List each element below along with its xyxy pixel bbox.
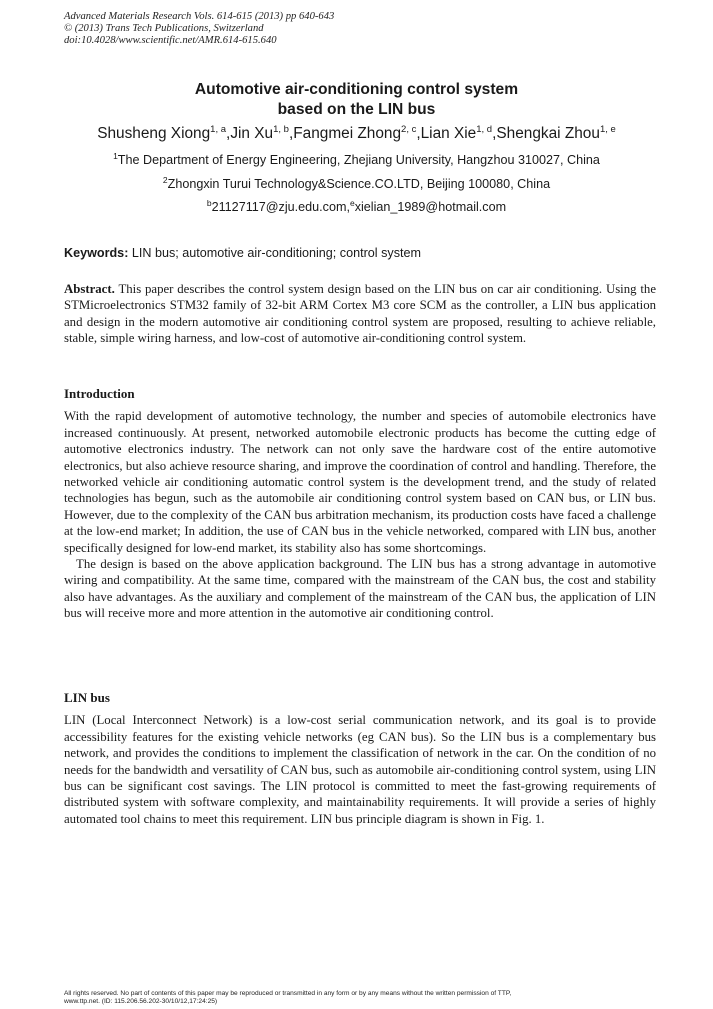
copyright-footer (64, 990, 664, 1006)
author-affiliation-sup: 1, e (599, 124, 616, 135)
affiliation-1 (0, 152, 713, 168)
footer-line-1: All rights reserved. No part of contents of this paper may be reproduced or transmitted in any form or by any means without the written permission of TTP, (64, 990, 512, 997)
title-line-2: based on the LIN bus (277, 100, 436, 118)
author-name: Jin Xu (230, 125, 274, 142)
paragraph: The design is based on the above application background. The LIN bus has a strong advantage in automotive wiring and compatibility. At the same time, compared with the mainstream of the CAN bus, the cost and stability also have advantages. As the auxiliary and complement of the mainstream of the CAN bus, the application of LIN bus will receive more and more attention in the automotive air conditioning control. (64, 557, 656, 621)
affiliation-text: Zhongxin Turui Technology&Science.CO.LTD, Beijing 100080, China (167, 177, 551, 191)
affiliation-sup: 2 (162, 175, 168, 185)
email-address[interactable]: 21127117@zju.edu.com, (211, 200, 350, 214)
abstract-label: Abstract. (64, 282, 115, 296)
keywords-label: Keywords: (64, 246, 129, 260)
doi-line: doi:10.4028/www.scientific.net/AMR.614-615.640 (64, 35, 277, 47)
footer-line-2: www.ttp.net. (ID: 115.206.56.202-30/10/12,17:24:25) (64, 997, 218, 1005)
affiliation-text: The Department of Energy Engineering, Zhejiang University, Hangzhou 310027, China (117, 153, 600, 167)
author-name: Shengkai Zhou (496, 125, 600, 142)
author-list: Shusheng Xiong$^{1, a}$,Jin Xu$^{1, b}$,Fangmei Zhong$^{2, c}$,Lian Xie$^{1, d}$,Shengkai Zhou$^{1, e}$ (97, 124, 616, 142)
author-affiliation-sup: 1, d (476, 124, 493, 135)
author-name: Lian Xie (420, 125, 477, 142)
journal-citation: Advanced Materials Research Vols. 614-615 (2013) pp 640-643 (64, 11, 335, 22)
abstract-text: This paper describes the control system design based on the LIN bus on car air conditioning. Using the STMicroelectronics STM32 family of 32-bit ARM Cortex M3 core SCM as the controller, a LIN bus application and design in the modern automotive air conditioning control system are proposed, resulting to achieve reliable, stable, simple wiring harness, and low-cost of automotive air-conditioning control system. (64, 282, 656, 346)
author-name: Shusheng Xiong (97, 125, 211, 142)
title-line-1: Automotive air-conditioning control system (194, 81, 519, 98)
introduction-section (64, 386, 656, 622)
email-sup: b (206, 198, 212, 208)
section-heading: Introduction (64, 386, 135, 401)
email-sup: e (349, 198, 355, 208)
journal-header (64, 11, 334, 48)
affiliation-sup: 1 (113, 151, 118, 161)
keywords (64, 245, 421, 261)
author-name: Fangmei Zhong (293, 125, 402, 142)
copyright-line: © (2013) Trans Tech Publications, Switzerland (64, 23, 264, 35)
author-affiliation-sup: 2, c (401, 124, 417, 135)
author-affiliation-sup: 1, a (210, 124, 227, 135)
paragraph: With the rapid development of automotive technology, the number and species of automobile electronics have increased continuously. At present, networked automobile electronic products has become the cutting edge of automotive electronics industry. The network can not only save the hardware cost of the entire automotive electronics, but also achieve resource sharing, and improve the coordination of control and handling. Therefore, the networked vehicle air conditioning automatic control system is the development trend, and the study of related technologies has begun, such as the automobile air conditioning control system based on CAN bus, or LIN bus. However, due to the complexity of the CAN bus arbitration mechanism, its production costs have faced a challenge at the low-end market; In addition, the use of CAN bus in the vehicle networked, compared with LIN bus, another specifically designed for low-end market, its stability also has some shortcomings. (64, 409, 656, 555)
email-address[interactable]: xielian_1989@hotmail.com (354, 200, 507, 214)
email-line (0, 199, 713, 215)
paper-title (0, 80, 713, 119)
author-affiliation-sup: 1, b (273, 124, 289, 135)
paragraph: LIN (Local Interconnect Network) is a low-cost serial communication network, and its goal is to provide accessibility features for the existing vehicle networks (eg CAN bus). So the LIN bus is a complementary bus network, and provides the conditions to implement the classification of network in the car. On the condition of no needs for the bandwidth and versatility of CAN bus, such as automobile air-conditioning control system, using LIN bus can be significant cost savings. The LIN protocol is committed to meet the fast-growing requirements of distributed system with software complexity, and maintainability requirements. It will provide a series of highly automated tool chains to meet this requirement. LIN bus principle diagram is shown in Fig. 1. (64, 713, 656, 826)
section-heading: LIN bus (64, 690, 110, 705)
abstract-section (64, 281, 656, 347)
lin-bus-section (64, 690, 656, 827)
affiliation-2 (0, 176, 713, 192)
keywords-text: LIN bus; automotive air-conditioning; control system (131, 246, 421, 260)
